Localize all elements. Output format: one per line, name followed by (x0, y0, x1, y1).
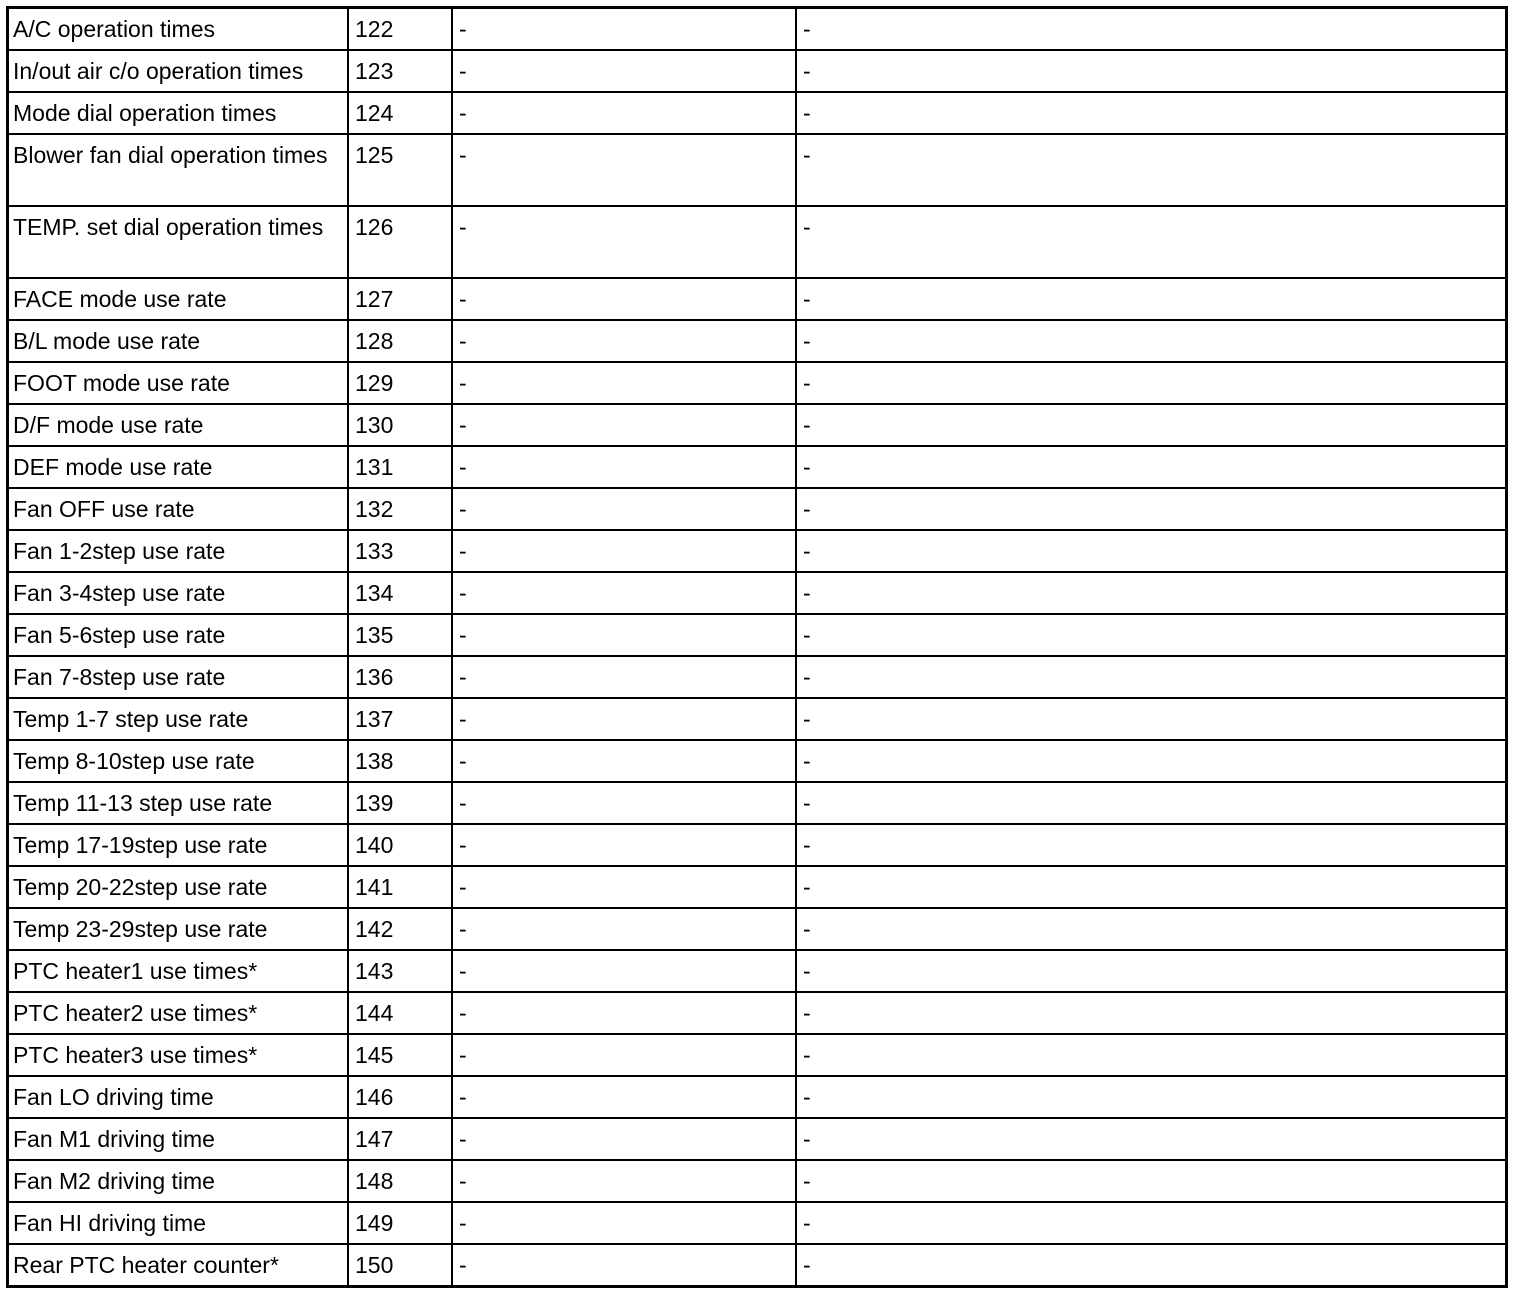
item-name-cell: Fan 1-2step use rate (8, 530, 349, 572)
item-name-cell: D/F mode use rate (8, 404, 349, 446)
value-a-cell: - (452, 320, 796, 362)
table-row (8, 908, 1507, 950)
table-row (8, 782, 1507, 824)
value-a-cell: - (452, 614, 796, 656)
table-row (8, 404, 1507, 446)
value-a-cell: - (452, 992, 796, 1034)
table-row (8, 1244, 1507, 1287)
value-a-cell: - (452, 908, 796, 950)
value-a-cell: - (452, 530, 796, 572)
table-row (8, 206, 1507, 278)
value-b-cell: - (796, 1244, 1507, 1287)
item-name-cell: B/L mode use rate (8, 320, 349, 362)
table-row (8, 866, 1507, 908)
item-number-cell: 142 (348, 908, 452, 950)
item-number-cell: 136 (348, 656, 452, 698)
table-row (8, 698, 1507, 740)
value-b-cell: - (796, 92, 1507, 134)
table-row (8, 824, 1507, 866)
item-number-cell: 132 (348, 488, 452, 530)
value-a-cell: - (452, 362, 796, 404)
table-row (8, 134, 1507, 206)
value-a-cell: - (452, 1076, 796, 1118)
value-a-cell: - (452, 950, 796, 992)
value-a-cell: - (452, 572, 796, 614)
item-number-cell: 124 (348, 92, 452, 134)
value-b-cell: - (796, 530, 1507, 572)
value-a-cell: - (452, 1244, 796, 1287)
value-a-cell: - (452, 404, 796, 446)
value-a-cell: - (452, 656, 796, 698)
item-number-cell: 122 (348, 8, 452, 51)
value-a-cell: - (452, 446, 796, 488)
value-a-cell: - (452, 206, 796, 278)
item-name-cell: Fan LO driving time (8, 1076, 349, 1118)
item-name-cell: Fan 5-6step use rate (8, 614, 349, 656)
item-name-cell: Fan OFF use rate (8, 488, 349, 530)
item-number-cell: 141 (348, 866, 452, 908)
table-row (8, 8, 1507, 51)
table-row (8, 530, 1507, 572)
item-name-cell: FACE mode use rate (8, 278, 349, 320)
item-number-cell: 144 (348, 992, 452, 1034)
item-name-cell: DEF mode use rate (8, 446, 349, 488)
item-name-cell: A/C operation times (8, 8, 349, 51)
value-b-cell: - (796, 206, 1507, 278)
table-row (8, 1076, 1507, 1118)
item-name-cell: Mode dial operation times (8, 92, 349, 134)
value-b-cell: - (796, 992, 1507, 1034)
value-b-cell: - (796, 488, 1507, 530)
table-row (8, 488, 1507, 530)
table-body (8, 8, 1507, 1287)
item-name-cell: FOOT mode use rate (8, 362, 349, 404)
value-b-cell: - (796, 656, 1507, 698)
value-a-cell: - (452, 1202, 796, 1244)
table-row (8, 92, 1507, 134)
item-number-cell: 143 (348, 950, 452, 992)
table-row (8, 992, 1507, 1034)
item-number-cell: 133 (348, 530, 452, 572)
item-name-cell: Rear PTC heater counter* (8, 1244, 349, 1287)
value-a-cell: - (452, 782, 796, 824)
table-row (8, 572, 1507, 614)
item-number-cell: 123 (348, 50, 452, 92)
value-b-cell: - (796, 320, 1507, 362)
item-number-cell: 129 (348, 362, 452, 404)
value-a-cell: - (452, 92, 796, 134)
item-name-cell: In/out air c/o operation times (8, 50, 349, 92)
value-a-cell: - (452, 698, 796, 740)
item-name-cell: Fan M1 driving time (8, 1118, 349, 1160)
value-a-cell: - (452, 488, 796, 530)
table-row (8, 1160, 1507, 1202)
value-a-cell: - (452, 1034, 796, 1076)
value-b-cell: - (796, 824, 1507, 866)
value-b-cell: - (796, 572, 1507, 614)
item-name-cell: Temp 20-22step use rate (8, 866, 349, 908)
item-number-cell: 145 (348, 1034, 452, 1076)
table-row (8, 50, 1507, 92)
value-b-cell: - (796, 740, 1507, 782)
item-number-cell: 126 (348, 206, 452, 278)
value-b-cell: - (796, 1076, 1507, 1118)
value-b-cell: - (796, 908, 1507, 950)
table-row (8, 446, 1507, 488)
value-b-cell: - (796, 782, 1507, 824)
value-b-cell: - (796, 362, 1507, 404)
data-table (6, 6, 1508, 1288)
table-row (8, 950, 1507, 992)
value-a-cell: - (452, 1118, 796, 1160)
item-number-cell: 149 (348, 1202, 452, 1244)
value-a-cell: - (452, 824, 796, 866)
value-b-cell: - (796, 404, 1507, 446)
item-name-cell: Temp 23-29step use rate (8, 908, 349, 950)
item-name-cell: PTC heater1 use times* (8, 950, 349, 992)
item-name-cell: PTC heater3 use times* (8, 1034, 349, 1076)
value-b-cell: - (796, 1202, 1507, 1244)
value-a-cell: - (452, 1160, 796, 1202)
item-name-cell: Fan 3-4step use rate (8, 572, 349, 614)
table-row (8, 740, 1507, 782)
value-b-cell: - (796, 866, 1507, 908)
value-b-cell: - (796, 278, 1507, 320)
table-row (8, 1034, 1507, 1076)
table-row (8, 362, 1507, 404)
value-b-cell: - (796, 1160, 1507, 1202)
item-number-cell: 148 (348, 1160, 452, 1202)
item-number-cell: 131 (348, 446, 452, 488)
item-number-cell: 140 (348, 824, 452, 866)
item-number-cell: 146 (348, 1076, 452, 1118)
table-row (8, 1202, 1507, 1244)
value-a-cell: - (452, 866, 796, 908)
value-a-cell: - (452, 134, 796, 206)
item-number-cell: 139 (348, 782, 452, 824)
value-b-cell: - (796, 1118, 1507, 1160)
item-name-cell: Temp 17-19step use rate (8, 824, 349, 866)
table-row (8, 614, 1507, 656)
value-b-cell: - (796, 446, 1507, 488)
value-b-cell: - (796, 950, 1507, 992)
item-number-cell: 135 (348, 614, 452, 656)
value-a-cell: - (452, 8, 796, 51)
item-number-cell: 137 (348, 698, 452, 740)
item-number-cell: 125 (348, 134, 452, 206)
value-b-cell: - (796, 698, 1507, 740)
item-number-cell: 150 (348, 1244, 452, 1287)
value-b-cell: - (796, 8, 1507, 51)
table-row (8, 1118, 1507, 1160)
item-number-cell: 128 (348, 320, 452, 362)
item-number-cell: 134 (348, 572, 452, 614)
value-b-cell: - (796, 614, 1507, 656)
table-row (8, 656, 1507, 698)
table-row (8, 278, 1507, 320)
table-row (8, 320, 1507, 362)
value-a-cell: - (452, 50, 796, 92)
value-b-cell: - (796, 50, 1507, 92)
value-b-cell: - (796, 134, 1507, 206)
item-number-cell: 130 (348, 404, 452, 446)
item-name-cell: Temp 11-13 step use rate (8, 782, 349, 824)
value-a-cell: - (452, 278, 796, 320)
item-name-cell: Fan HI driving time (8, 1202, 349, 1244)
value-a-cell: - (452, 740, 796, 782)
item-number-cell: 138 (348, 740, 452, 782)
item-name-cell: Fan M2 driving time (8, 1160, 349, 1202)
item-name-cell: Temp 8-10step use rate (8, 740, 349, 782)
item-name-cell: TEMP. set dial operation times (8, 206, 349, 278)
value-b-cell: - (796, 1034, 1507, 1076)
item-name-cell: Fan 7-8step use rate (8, 656, 349, 698)
item-number-cell: 147 (348, 1118, 452, 1160)
item-name-cell: Blower fan dial operation times (8, 134, 349, 206)
item-name-cell: Temp 1-7 step use rate (8, 698, 349, 740)
item-number-cell: 127 (348, 278, 452, 320)
item-name-cell: PTC heater2 use times* (8, 992, 349, 1034)
